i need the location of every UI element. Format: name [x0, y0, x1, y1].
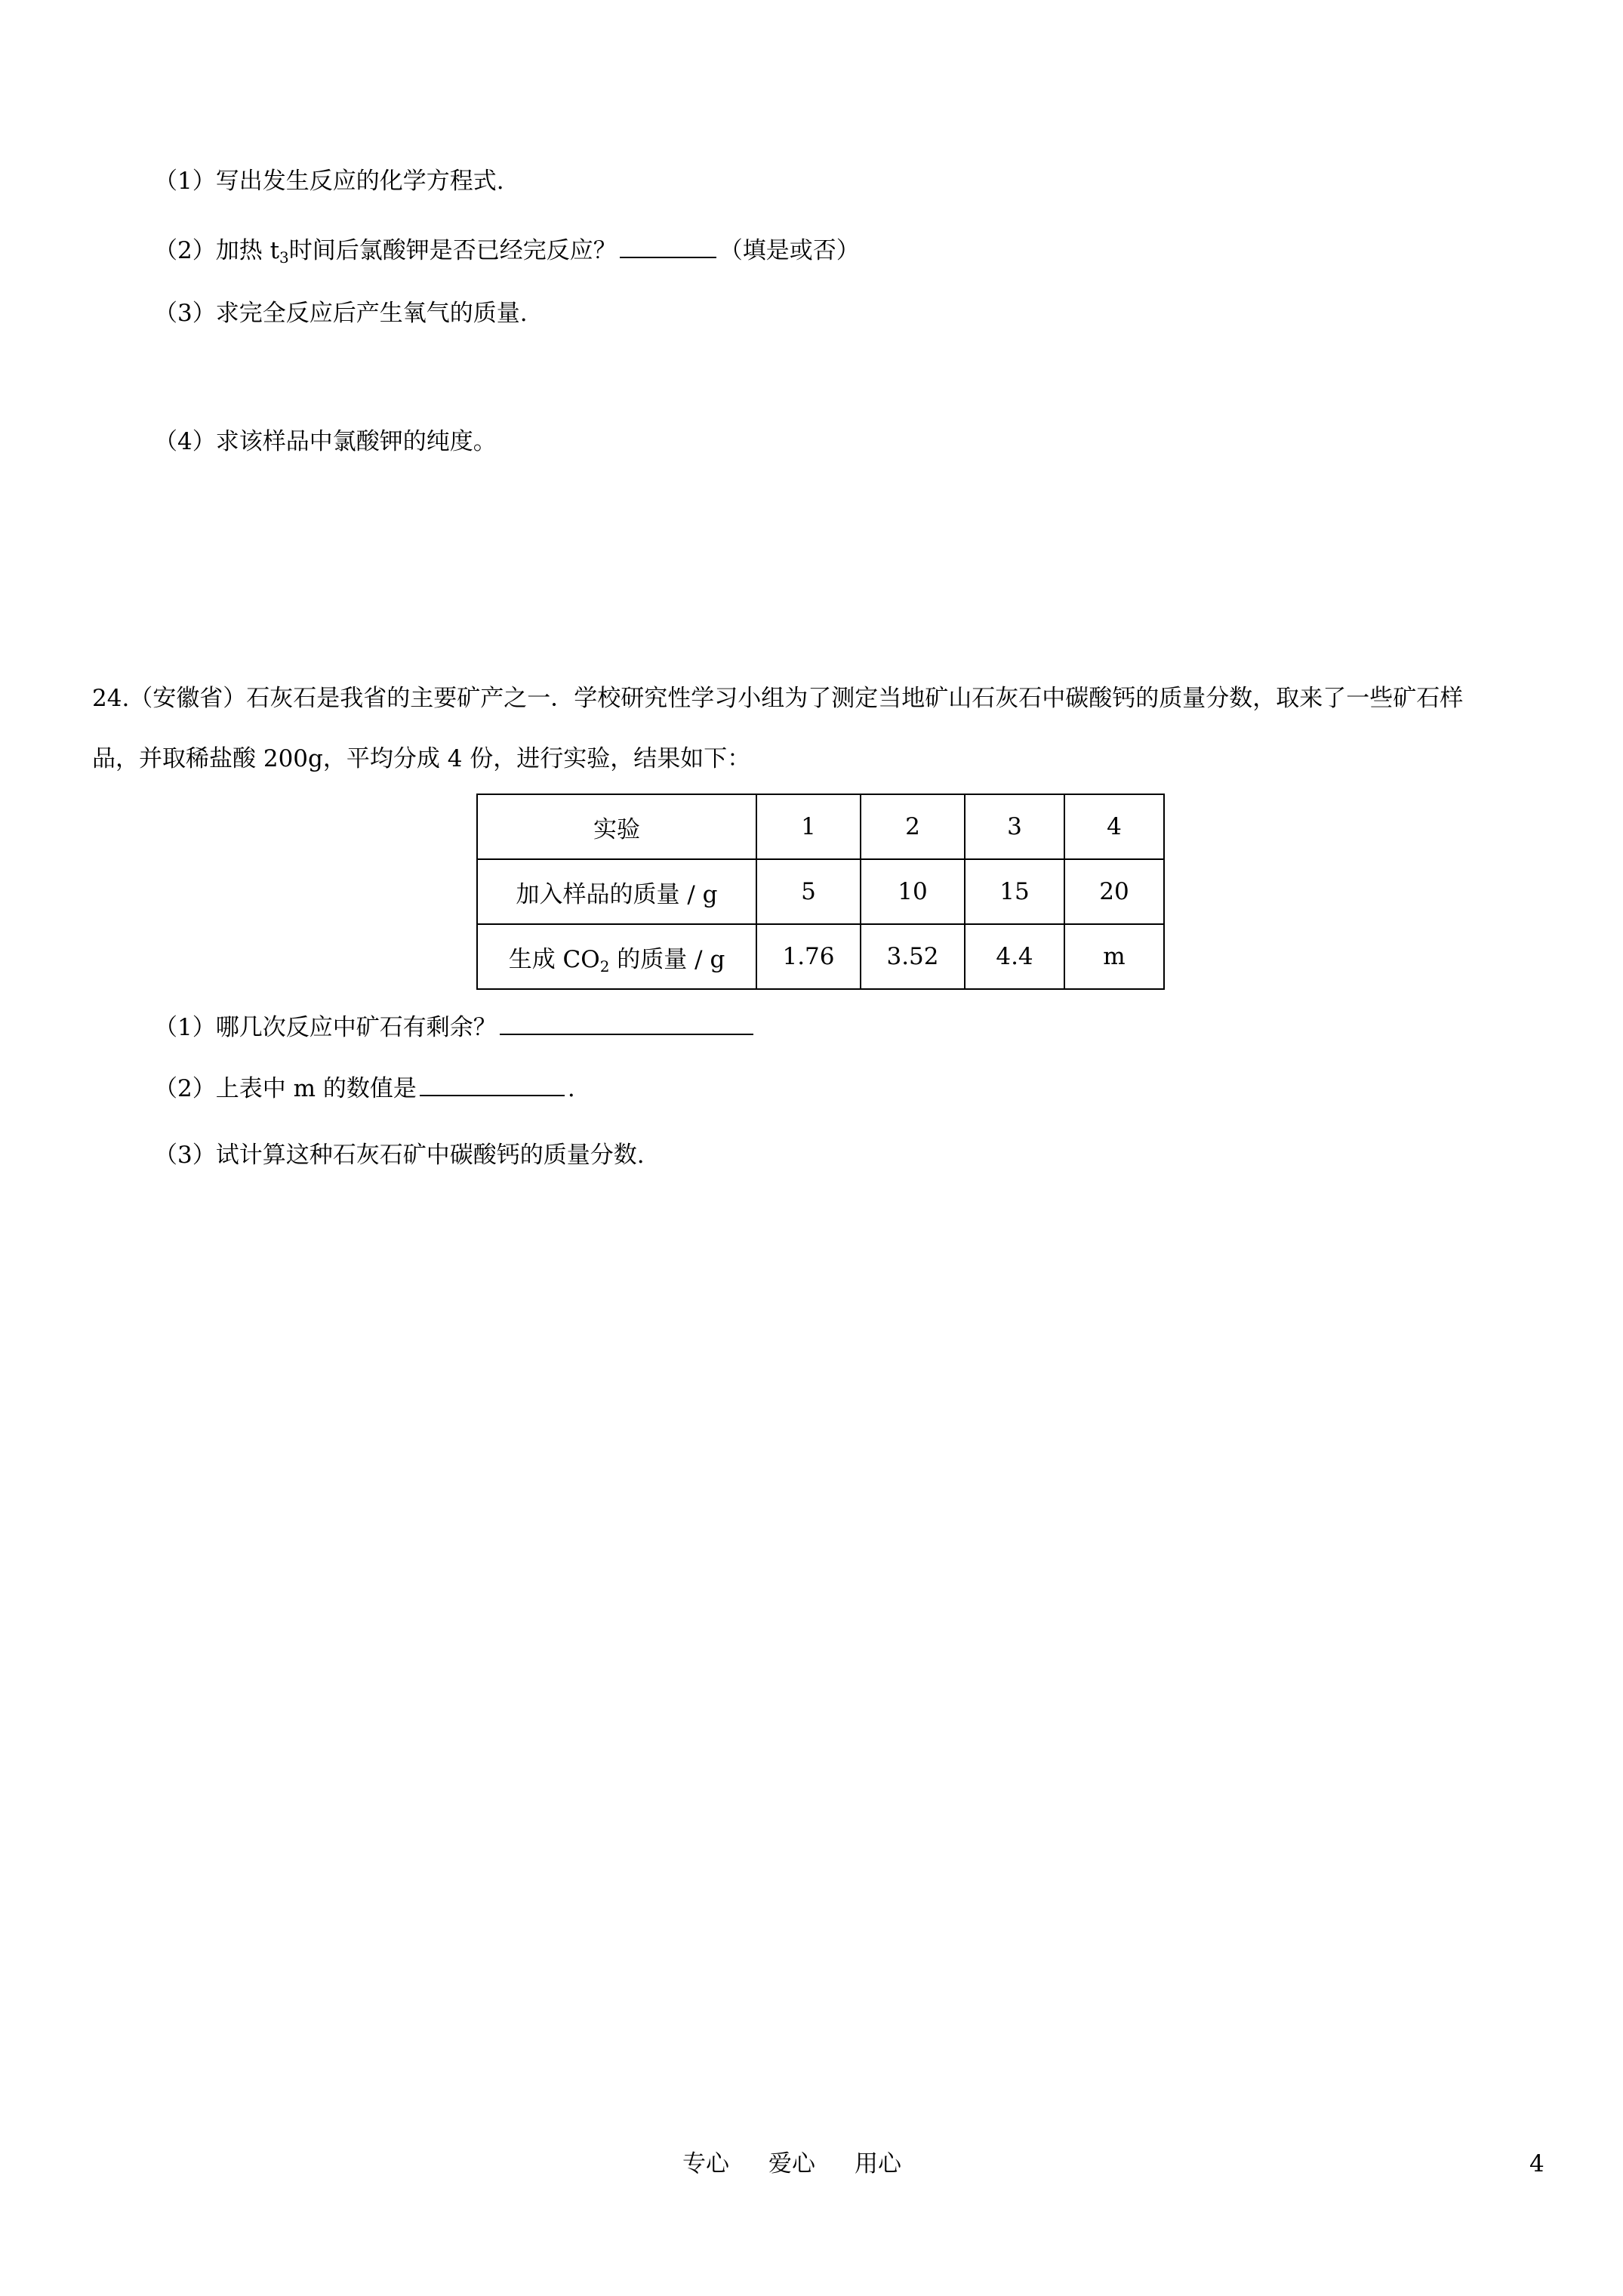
footer-text-2: 爱心 — [768, 2150, 815, 2177]
table-row — [477, 859, 1164, 924]
q23-item-4: （4）求该样品中氯酸钾的纯度。 — [154, 428, 497, 455]
table-cell: 15 — [965, 859, 1064, 924]
table-cell: 4.4 — [965, 924, 1064, 989]
answer-blank[interactable] — [420, 1072, 565, 1096]
table-cell: 3.52 — [861, 924, 965, 989]
table-cell: 20 — [1064, 859, 1164, 924]
table-row — [477, 924, 1164, 989]
table-cell: 生成 $CO_2$ 的质量 / g — [477, 924, 756, 989]
q23-item-2: （2）加热 $t_3$时间后氯酸钾是否已经完反应？ （填是或否） — [154, 234, 860, 266]
q23-item-1: （1）写出发生反应的化学方程式. — [154, 168, 504, 195]
q24-stem-line2: 品，并取稀盐酸 200g，平均分成 4 份，进行实验，结果如下： — [92, 745, 751, 772]
footer-text-3: 用心 — [855, 2150, 901, 2177]
table-cell: 1 — [756, 794, 861, 859]
footer-text-1: 专心 — [682, 2150, 729, 2177]
table-cell: 加入样品的质量 / g — [477, 859, 756, 924]
table-cell: 4 — [1064, 794, 1164, 859]
q24-item-1: （1）哪几次反应中矿石有剩余？ — [154, 1011, 756, 1043]
page-number: 4 — [1529, 2150, 1544, 2177]
table-header-row — [477, 794, 1164, 859]
q24-stem-line1: 24.（安徽省）石灰石是我省的主要矿产之一．学校研究性学习小组为了测定当地矿山石灰石中碳酸钙的质量分数，取来了一些矿石样 — [92, 685, 1464, 712]
table-cell: m — [1064, 924, 1164, 989]
results-table — [476, 794, 1165, 990]
q24-item-3: （3）试计算这种石灰石矿中碳酸钙的质量分数. — [154, 1142, 645, 1169]
q23-item-3: （3）求完全反应后产生氧气的质量. — [154, 300, 528, 327]
q24-item-2: （2）上表中 m 的数值是 . — [154, 1072, 575, 1104]
table-cell: 实验 — [477, 794, 756, 859]
table-cell: 1.76 — [756, 924, 861, 989]
table-cell: 3 — [965, 794, 1064, 859]
table-cell: 10 — [861, 859, 965, 924]
answer-blank[interactable] — [500, 1011, 753, 1035]
answer-blank[interactable] — [620, 234, 716, 258]
table-cell: 2 — [861, 794, 965, 859]
table-cell: 5 — [756, 859, 861, 924]
